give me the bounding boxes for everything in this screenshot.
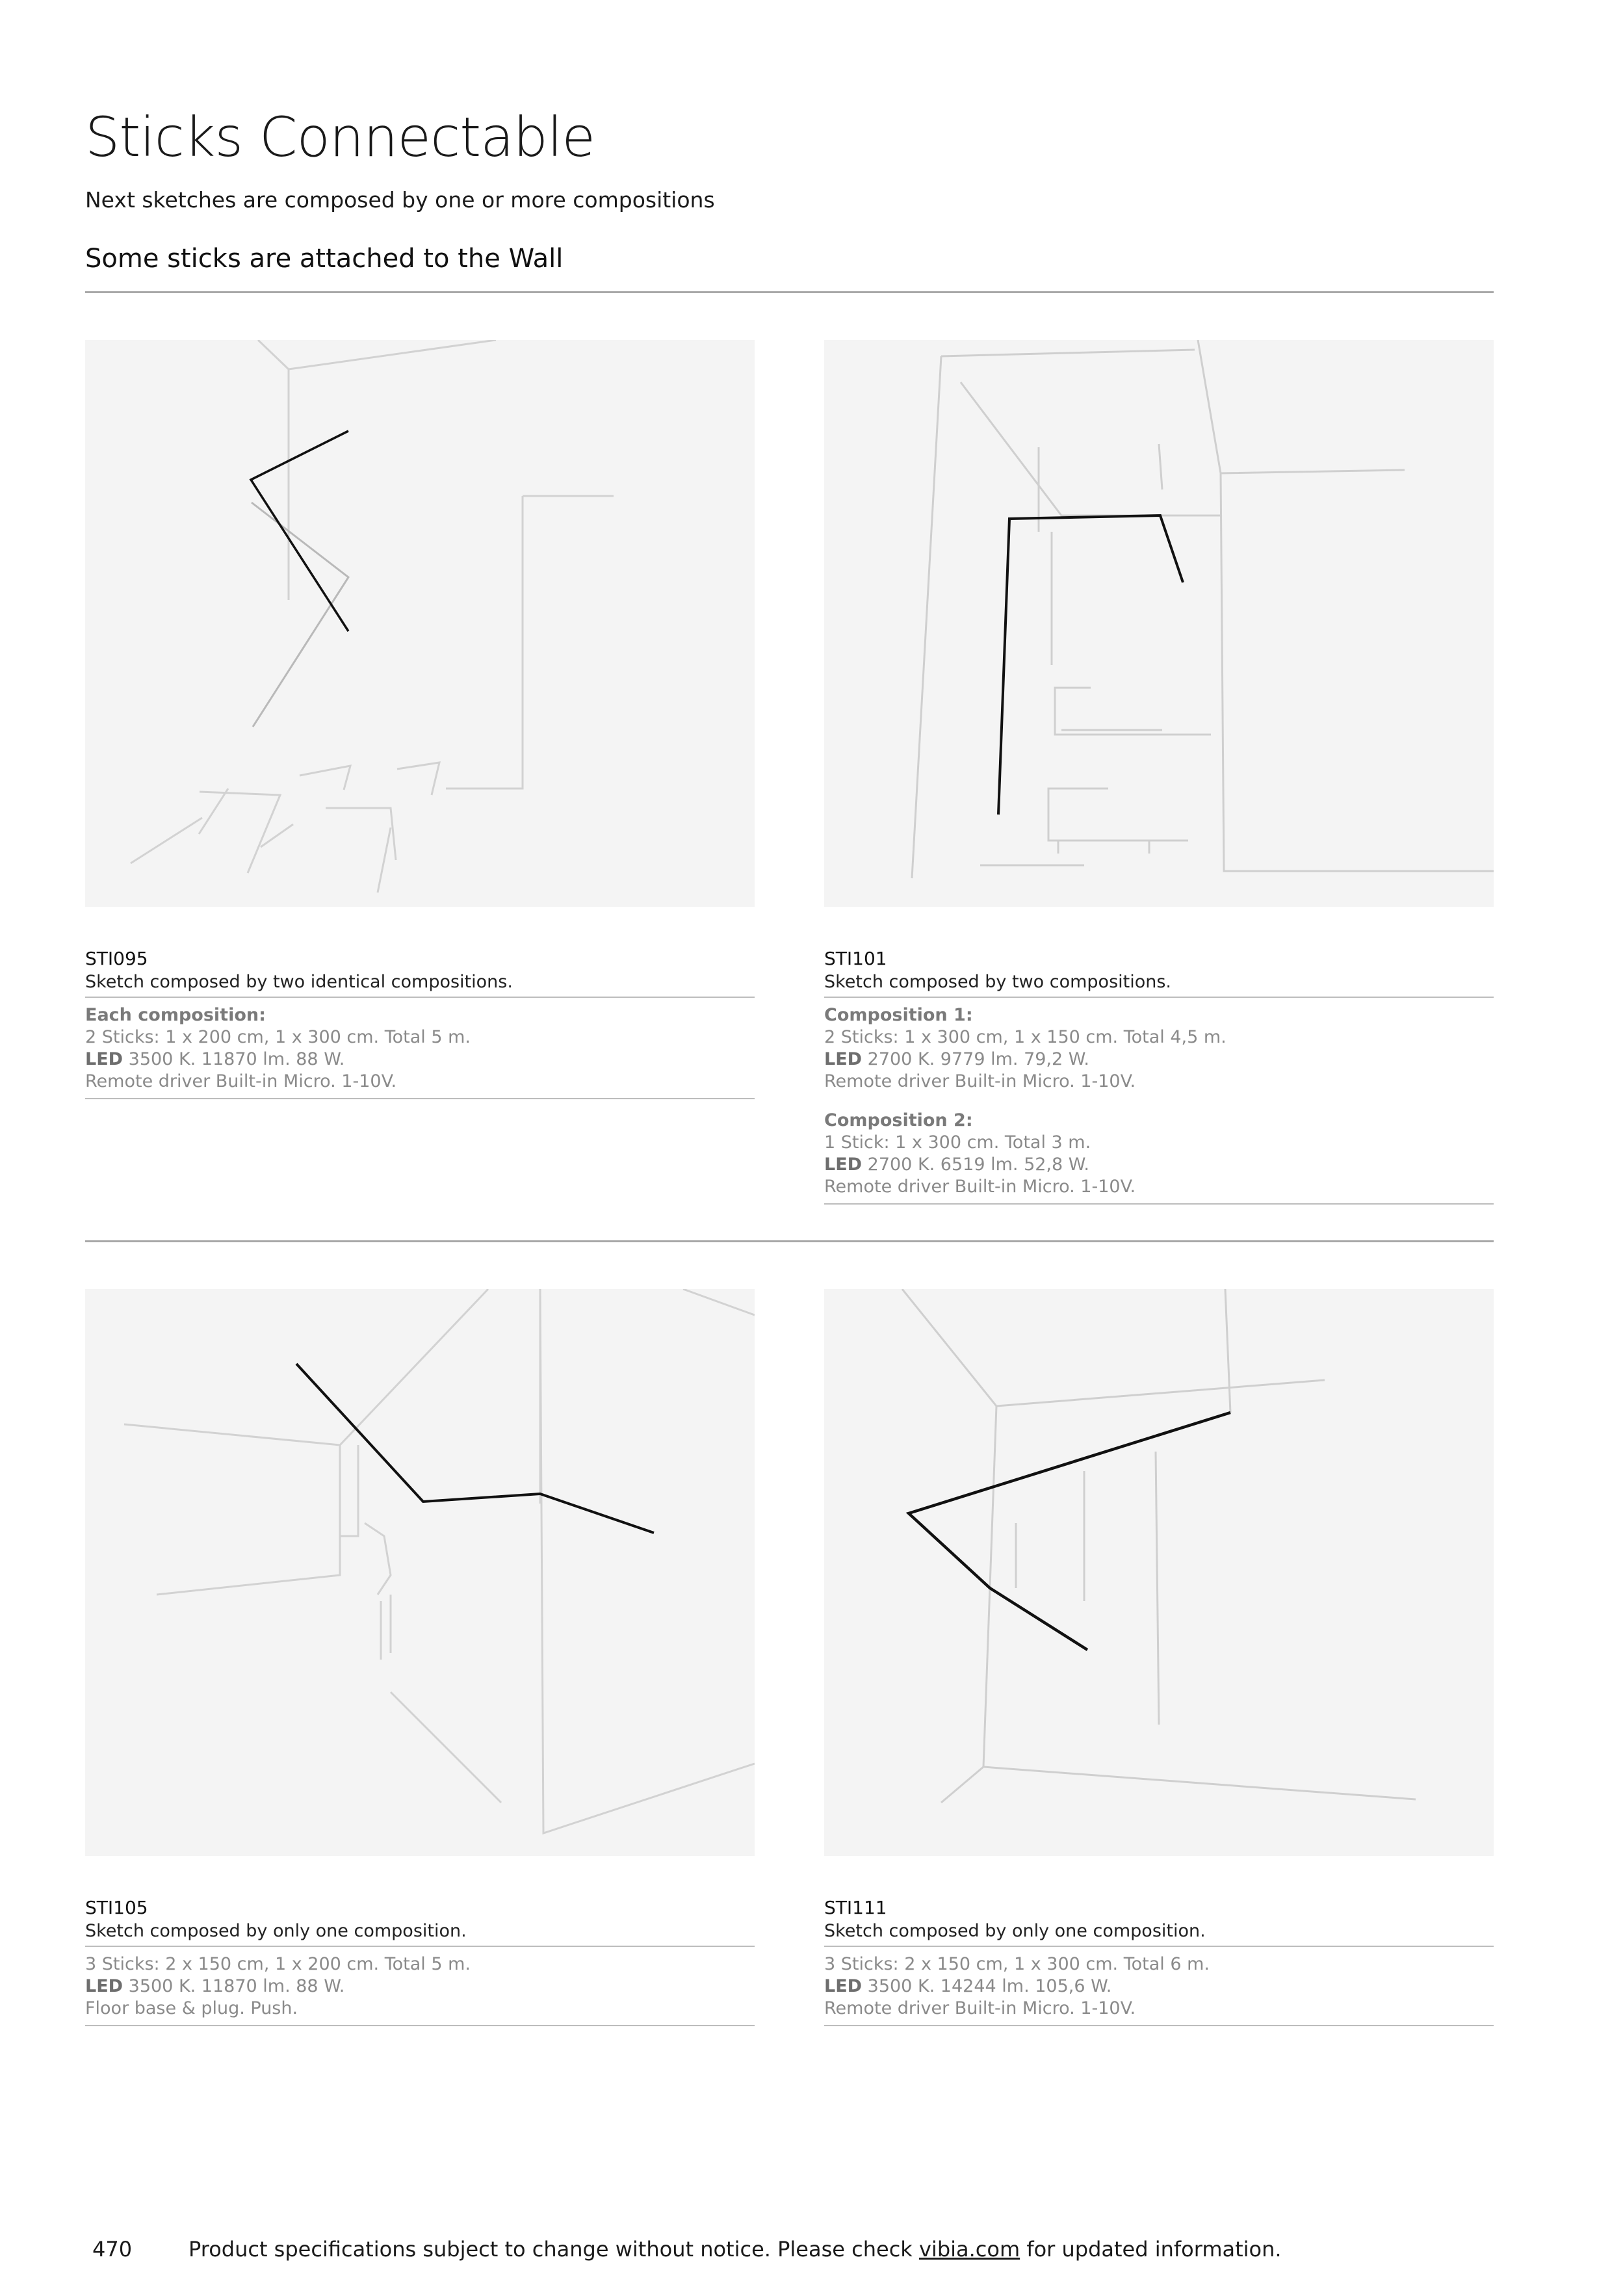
sketch-drawing bbox=[824, 1289, 1494, 1856]
spec-block bbox=[824, 1101, 1494, 1205]
product-code: STI101 bbox=[824, 948, 887, 969]
sketch-image bbox=[85, 1289, 755, 1856]
footer-notice-after: for updated information. bbox=[1020, 2237, 1282, 2262]
row-divider bbox=[85, 1240, 1494, 1242]
spec-led bbox=[85, 1049, 755, 1071]
spec-driver: Floor base & plug. Push. bbox=[85, 1998, 298, 2018]
section-heading: Some sticks are attached to the Wall bbox=[85, 244, 564, 274]
led-label: LED bbox=[824, 1049, 863, 1069]
sketch-drawing bbox=[85, 1289, 755, 1856]
section-divider bbox=[85, 291, 1494, 293]
spec-led bbox=[824, 1049, 1494, 1071]
spec-sticks: 2 Sticks: 1 x 200 cm, 1 x 300 cm. Total 5 m. bbox=[85, 1027, 471, 1047]
product-code: STI105 bbox=[85, 1897, 148, 1918]
spec-driver: Remote driver Built-in Micro. 1-10V. bbox=[824, 1998, 1136, 2018]
spec-sticks: 3 Sticks: 2 x 150 cm, 1 x 200 cm. Total 5 m. bbox=[85, 1954, 471, 1974]
spec-heading: Each composition: bbox=[85, 1005, 266, 1025]
spec-heading: Composition 1: bbox=[824, 1005, 973, 1025]
led-values: 3500 K. 11870 lm. 88 W. bbox=[123, 1976, 345, 1996]
sketch-image bbox=[824, 340, 1494, 907]
led-values: 3500 K. 11870 lm. 88 W. bbox=[123, 1049, 345, 1069]
spec-led bbox=[824, 1976, 1494, 1998]
spec-driver: Remote driver Built-in Micro. 1-10V. bbox=[824, 1177, 1136, 1197]
product-card-sti101 bbox=[824, 340, 1494, 1205]
led-values: 3500 K. 14244 lm. 105,6 W. bbox=[862, 1976, 1112, 1996]
footer-notice-before: Product specifications subject to change without notice. Please check bbox=[188, 2237, 919, 2262]
product-card-sti095 bbox=[85, 340, 755, 1099]
product-card-sti105 bbox=[85, 1289, 755, 2026]
spec-led bbox=[824, 1154, 1494, 1176]
page-number: 470 bbox=[92, 2237, 133, 2262]
led-values: 2700 K. 9779 lm. 79,2 W. bbox=[862, 1049, 1089, 1069]
spec-block bbox=[85, 1946, 755, 2026]
led-label: LED bbox=[85, 1976, 123, 1996]
sketch-image bbox=[85, 340, 755, 907]
spec-driver: Remote driver Built-in Micro. 1-10V. bbox=[824, 1071, 1136, 1091]
led-label: LED bbox=[824, 1155, 863, 1175]
led-label: LED bbox=[824, 1976, 863, 1996]
product-description: Sketch composed by two compositions. bbox=[824, 972, 1172, 992]
spec-block bbox=[85, 997, 755, 1099]
sketch-drawing bbox=[824, 340, 1494, 907]
product-description: Sketch composed by two identical compositions. bbox=[85, 972, 513, 992]
led-label: LED bbox=[85, 1049, 123, 1069]
product-description: Sketch composed by only one composition. bbox=[85, 1921, 467, 1941]
spec-block bbox=[824, 997, 1494, 1098]
spec-sticks: 1 Stick: 1 x 300 cm. Total 3 m. bbox=[824, 1132, 1091, 1153]
sketch-image bbox=[824, 1289, 1494, 1856]
sketch-drawing bbox=[85, 340, 755, 907]
page-subtitle: Next sketches are composed by one or more compositions bbox=[85, 187, 715, 213]
spec-driver: Remote driver Built-in Micro. 1-10V. bbox=[85, 1071, 397, 1091]
page-title: Sticks Connectable bbox=[85, 105, 595, 169]
product-code: STI095 bbox=[85, 948, 148, 969]
product-card-sti111 bbox=[824, 1289, 1494, 2026]
spec-sticks: 3 Sticks: 2 x 150 cm, 1 x 300 cm. Total 6 m. bbox=[824, 1954, 1210, 1974]
spec-heading: Composition 2: bbox=[824, 1110, 973, 1130]
product-description: Sketch composed by only one composition. bbox=[824, 1921, 1206, 1941]
product-code: STI111 bbox=[824, 1897, 887, 1918]
spec-sticks: 2 Sticks: 1 x 300 cm, 1 x 150 cm. Total 4,5 m. bbox=[824, 1027, 1227, 1047]
page-footer bbox=[92, 2236, 1282, 2262]
spec-led bbox=[85, 1976, 755, 1998]
led-values: 2700 K. 6519 lm. 52,8 W. bbox=[862, 1155, 1089, 1175]
spec-block bbox=[824, 1946, 1494, 2026]
vibia-link[interactable]: vibia.com bbox=[918, 2237, 1020, 2262]
